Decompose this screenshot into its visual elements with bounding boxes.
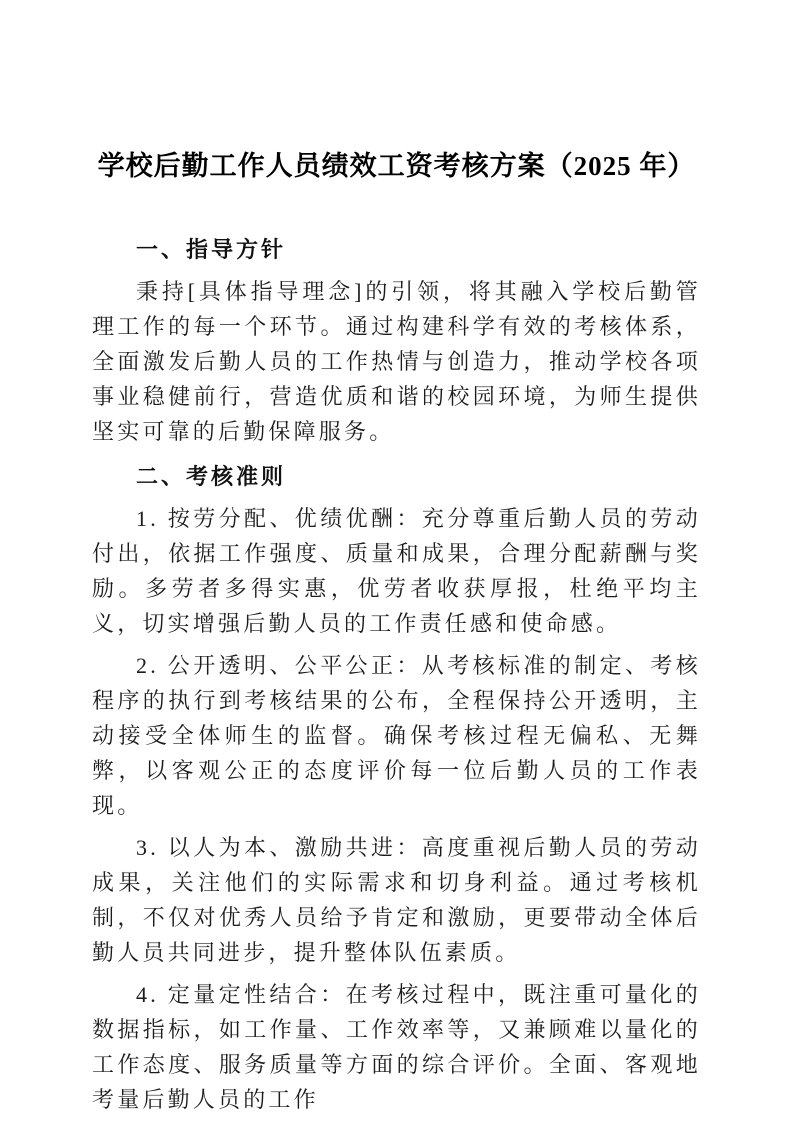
section-heading-guiding-principles: 一、指导方针	[136, 237, 287, 262]
paragraph-guiding-principles: 秉持[具体指导理念]的引领，将其融入学校后勤管理工作的每一个环节。通过构建科学有效的考核体系，全面激发后勤人员的工作热情与创造力，推动学校各项事业稳健前行，营造优质和谐的校园环境，为师生提供坚实可靠的后勤保障服务。	[92, 279, 701, 444]
document-title: 学校后勤工作人员绩效工资考核方案（2025 年）	[97, 151, 696, 181]
paragraph-rule-3: 3. 以人为本、激励共进：高度重视后勤人员的劳动成果，关注他们的实际需求和切身利益。通过考核机制，不仅对优秀人员给予肯定和激励，更要带动全体后勤人员共同进步，提升整体队伍素质。	[92, 835, 701, 965]
paragraph-rule-1: 1. 按劳分配、优绩优酬：充分尊重后勤人员的劳动付出，依据工作强度、质量和成果，合理分配薪酬与奖励。多劳者多得实惠，优劳者收获厚报，杜绝平均主义，切实增强后勤人员的工作责任感和使命感。	[92, 506, 701, 636]
paragraph-rule-2: 2. 公开透明、公平公正：从考核标准的制定、考核程序的执行到考核结果的公布，全程保持公开透明，主动接受全体师生的监督。确保考核过程无偏私、无舞弊，以客观公正的态度评价每一位后勤人员的工作表现。	[92, 653, 701, 818]
section-heading-assessment-rules: 二、考核准则	[136, 464, 287, 489]
paragraph-rule-4-truncated: 4. 定量定性结合：在考核过程中，既注重可量化的数据指标，如工作量、工作效率等，又兼顾难以量化的工作态度、服务质量等方面的综合评价。全面、客观地考量后勤人员的工作	[92, 982, 701, 1112]
